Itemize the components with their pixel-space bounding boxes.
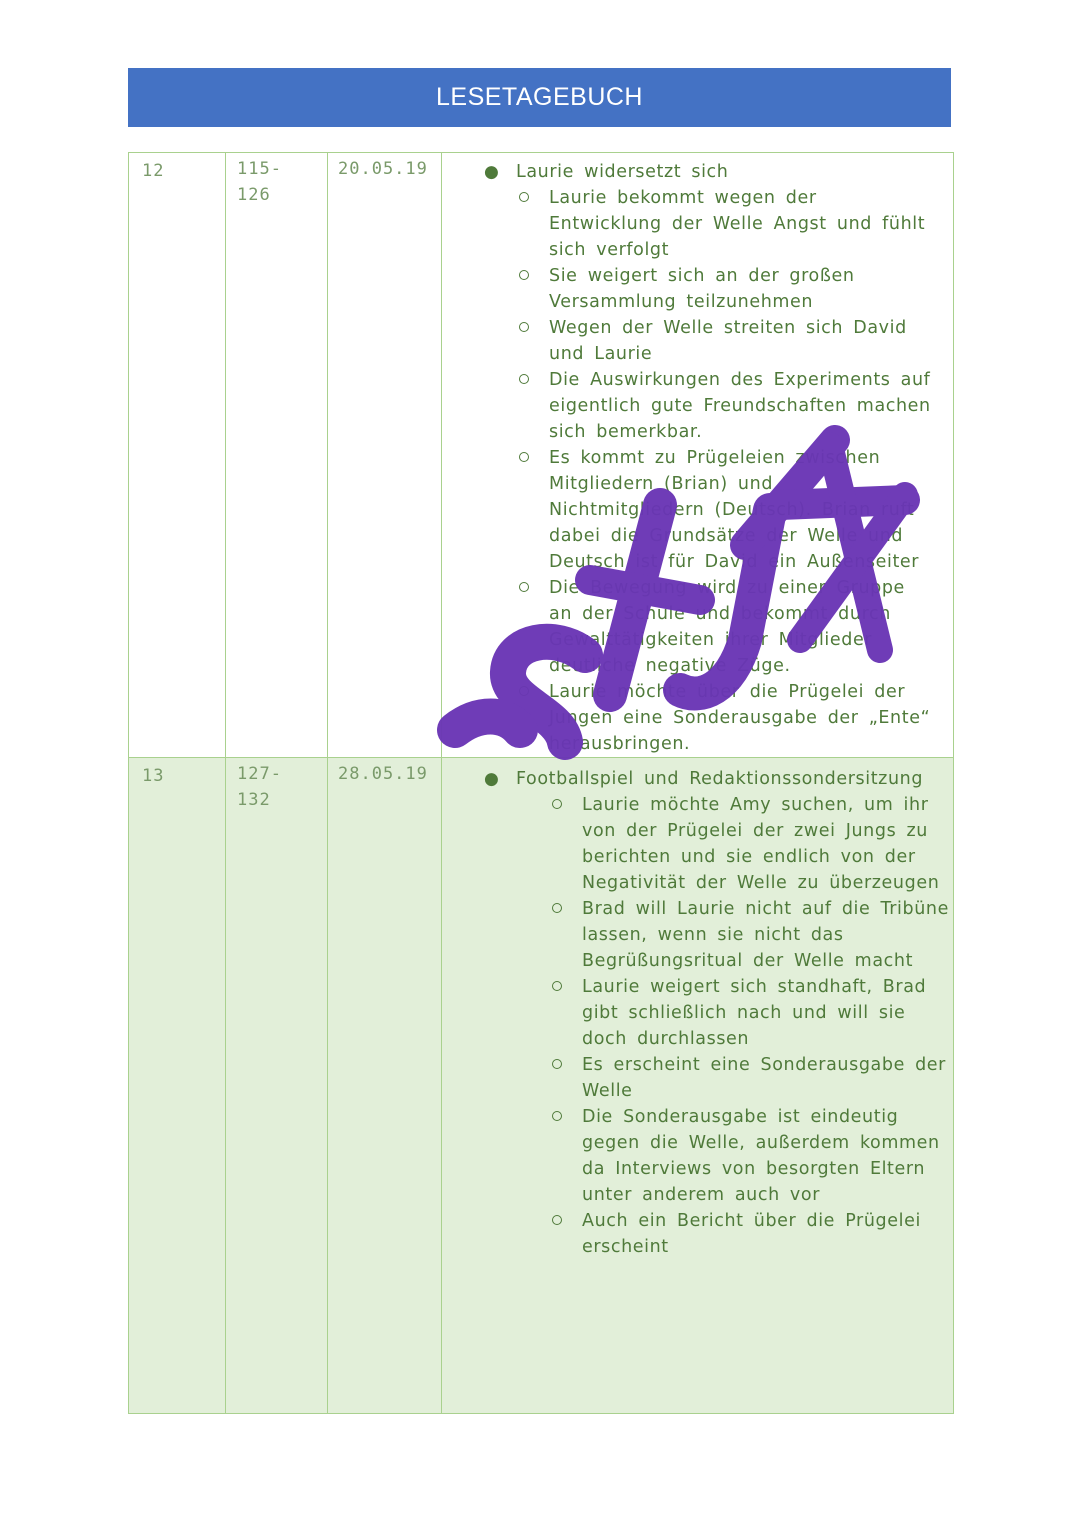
point-text: Es erscheint eine Sonderausgabe der Welle xyxy=(582,1055,946,1101)
entry-date-cell xyxy=(328,758,442,1414)
point-text: Die Bewegung wird zu einer Gruppe an der Schule und bekommt durch Gewalttätigkeiten ihrer Mitglieder deutliche negative Züge. xyxy=(549,578,905,676)
list-item xyxy=(442,315,935,367)
entry-number: 13 xyxy=(142,766,165,786)
circle-bullet-icon xyxy=(519,582,529,592)
entry-number-cell xyxy=(129,153,226,758)
entry-pages-cell xyxy=(226,758,328,1414)
point-text: Auch ein Bericht über die Prügelei erscheint xyxy=(582,1211,921,1257)
list-item xyxy=(442,575,935,679)
circle-bullet-icon xyxy=(519,374,529,384)
point-text: Brad will Laurie nicht auf die Tribüne lassen, wenn sie nicht das Begrüßungsritual der Welle macht xyxy=(582,899,949,971)
list-item xyxy=(442,1104,953,1208)
circle-bullet-icon xyxy=(519,322,529,332)
entry-date: 20.05.19 xyxy=(338,159,428,179)
entry-points xyxy=(442,185,935,757)
list-item xyxy=(442,263,935,315)
entry-pages: 127-132 xyxy=(237,764,282,810)
bullet-icon: ● xyxy=(484,162,500,182)
circle-bullet-icon xyxy=(552,1059,562,1069)
circle-bullet-icon xyxy=(552,799,562,809)
list-item xyxy=(442,792,953,896)
entry-number-cell xyxy=(129,758,226,1414)
entry-date-cell xyxy=(328,153,442,758)
point-text: Es kommt zu Prügeleien zwischen Mitgliedern (Brian) und Nichtmitgliedern (Deutsch). Brian ruft dabei die Grundsätze der Welle und Deutsch ist für David ein Außenseiter xyxy=(549,448,920,572)
point-text: Laurie möchte über die Prügelei der Jungen eine Sonderausgabe der „Ente“ herausbringen. xyxy=(549,682,931,754)
list-item xyxy=(442,896,953,974)
circle-bullet-icon xyxy=(519,270,529,280)
entry-heading: Laurie widersetzt sich xyxy=(516,162,729,182)
list-item xyxy=(442,679,935,757)
circle-bullet-icon xyxy=(552,1215,562,1225)
entry-points xyxy=(442,792,953,1260)
table-row xyxy=(129,153,954,758)
point-text: Laurie bekommt wegen der Entwicklung der Welle Angst und fühlt sich verfolgt xyxy=(549,188,926,260)
point-text: Die Sonderausgabe ist eindeutig gegen die Welle, außerdem kommen da Interviews von besorgten Eltern unter anderem auch vor xyxy=(582,1107,940,1205)
point-text: Sie weigert sich an der großen Versammlung teilzunehmen xyxy=(549,266,855,312)
list-item xyxy=(442,445,935,575)
entry-heading: Footballspiel und Redaktionssondersitzung xyxy=(516,769,924,789)
entry-content-cell xyxy=(442,153,954,758)
entry-date: 28.05.19 xyxy=(338,764,428,784)
entry-pages: 115-126 xyxy=(237,159,282,205)
list-item xyxy=(442,974,953,1052)
circle-bullet-icon xyxy=(519,192,529,202)
circle-bullet-icon xyxy=(519,452,529,462)
circle-bullet-icon xyxy=(552,903,562,913)
point-text: Wegen der Welle streiten sich David und Laurie xyxy=(549,318,907,364)
point-text: Laurie möchte Amy suchen, um ihr von der Prügelei der zwei Jungs zu berichten und sie endlich von der Negativität der Welle zu überzeugen xyxy=(582,795,940,893)
list-item xyxy=(442,1208,953,1260)
list-item xyxy=(442,159,935,185)
point-text: Laurie weigert sich standhaft, Brad gibt schließlich nach und will sie doch durchlassen xyxy=(582,977,927,1049)
list-item xyxy=(442,367,935,445)
reading-log-table xyxy=(128,152,954,1414)
list-item xyxy=(442,766,953,792)
entry-number: 12 xyxy=(142,161,165,181)
header-title: LESETAGEBUCH xyxy=(436,83,643,111)
point-text: Die Auswirkungen des Experiments auf eigentlich gute Freundschaften machen sich bemerkbar. xyxy=(549,370,931,442)
circle-bullet-icon xyxy=(552,981,562,991)
table-row xyxy=(129,758,954,1414)
page-header xyxy=(128,68,951,127)
bullet-icon: ● xyxy=(484,769,500,789)
list-item xyxy=(442,185,935,263)
entry-pages-cell xyxy=(226,153,328,758)
circle-bullet-icon xyxy=(552,1111,562,1121)
list-item xyxy=(442,1052,953,1104)
circle-bullet-icon xyxy=(519,686,529,696)
entry-content-cell xyxy=(442,758,954,1414)
